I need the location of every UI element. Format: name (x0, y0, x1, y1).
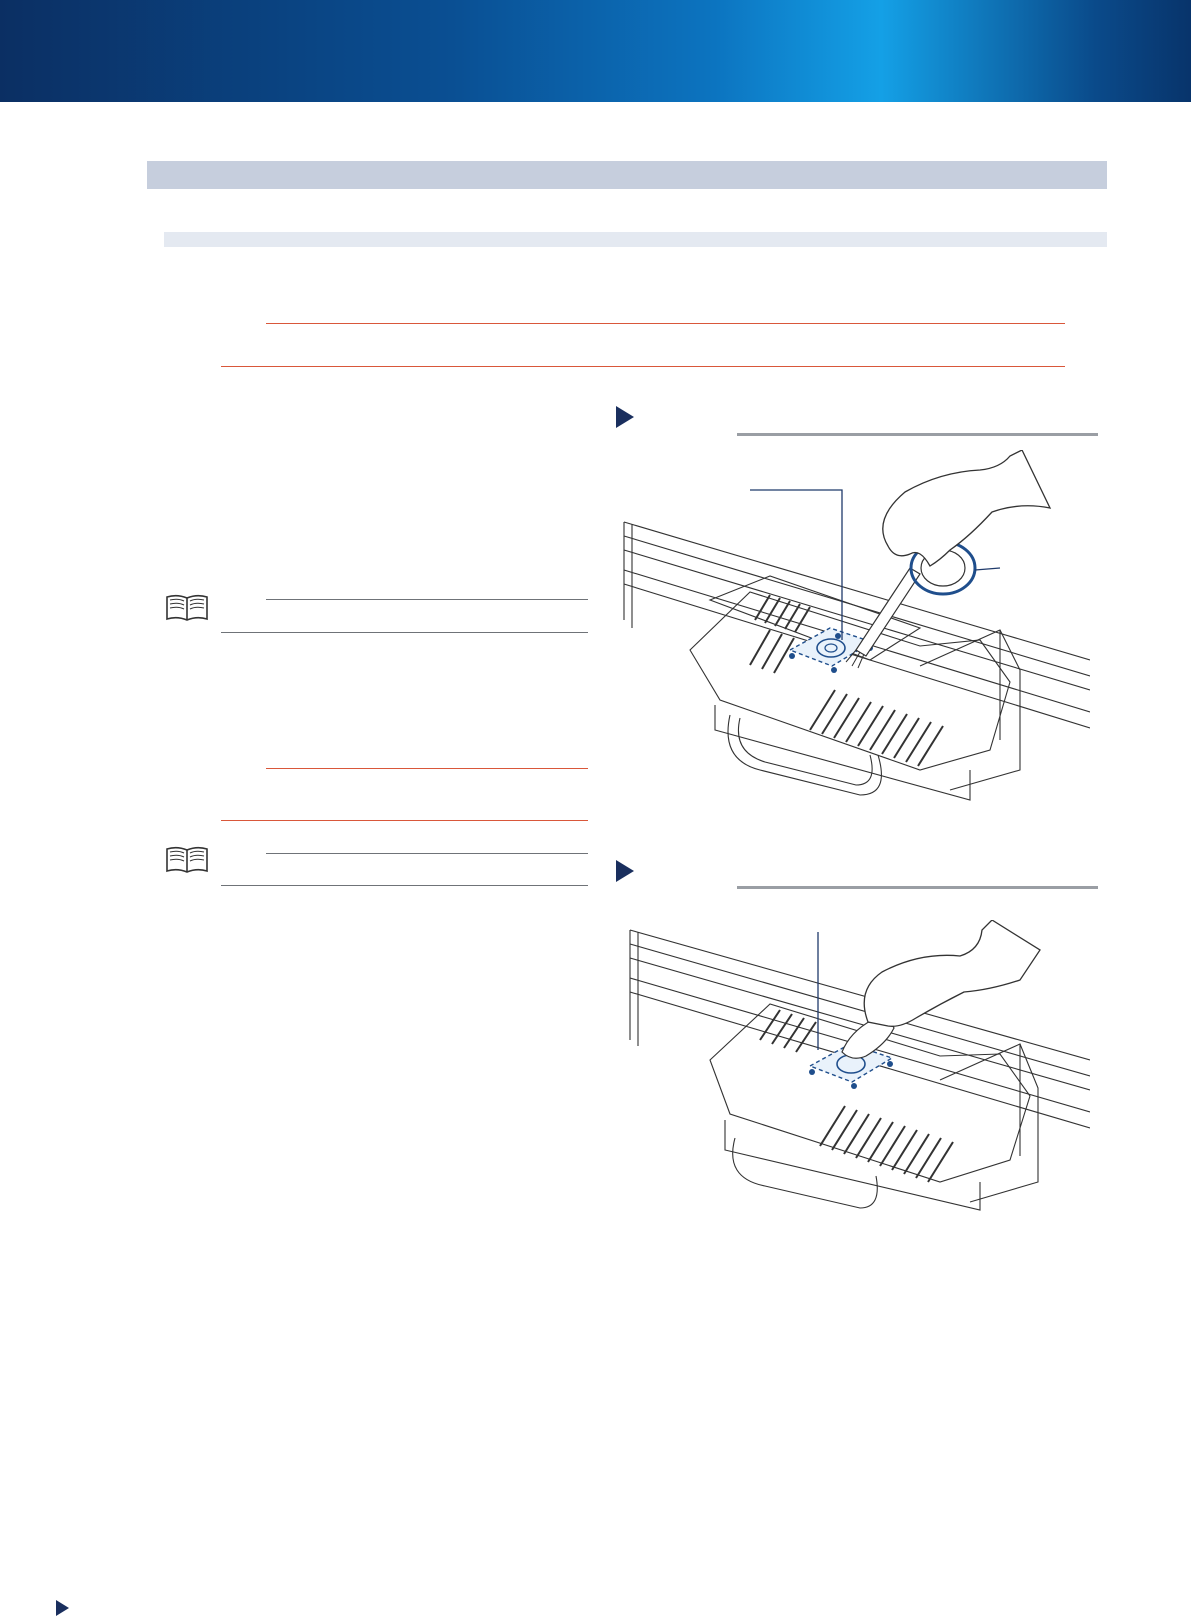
note1-top-rule (266, 599, 588, 600)
figure-wiping-with-cloth (620, 920, 1090, 1220)
note2-top-rule (266, 853, 588, 854)
warning-bottom-rule (221, 366, 1065, 367)
note2-bottom-rule (221, 885, 588, 886)
open-book-icon (164, 845, 210, 875)
triangle-right-icon (616, 406, 634, 428)
triangle-right-icon (56, 1600, 69, 1616)
header-band (0, 0, 1191, 102)
note1-bottom-rule (221, 632, 588, 633)
step2-heading-rule (737, 886, 1098, 889)
open-book-icon (164, 593, 210, 623)
triangle-right-icon (616, 860, 634, 882)
subsection-heading-bar (164, 232, 1107, 247)
step1-heading-rule (737, 433, 1098, 436)
figure-cleaning-with-brush (620, 450, 1090, 808)
warning2-bottom-rule (221, 820, 588, 821)
warning2-top-rule (266, 768, 588, 769)
warning-top-rule (266, 323, 1065, 324)
section-heading-bar (147, 161, 1107, 189)
hand-icon (864, 920, 1040, 1026)
